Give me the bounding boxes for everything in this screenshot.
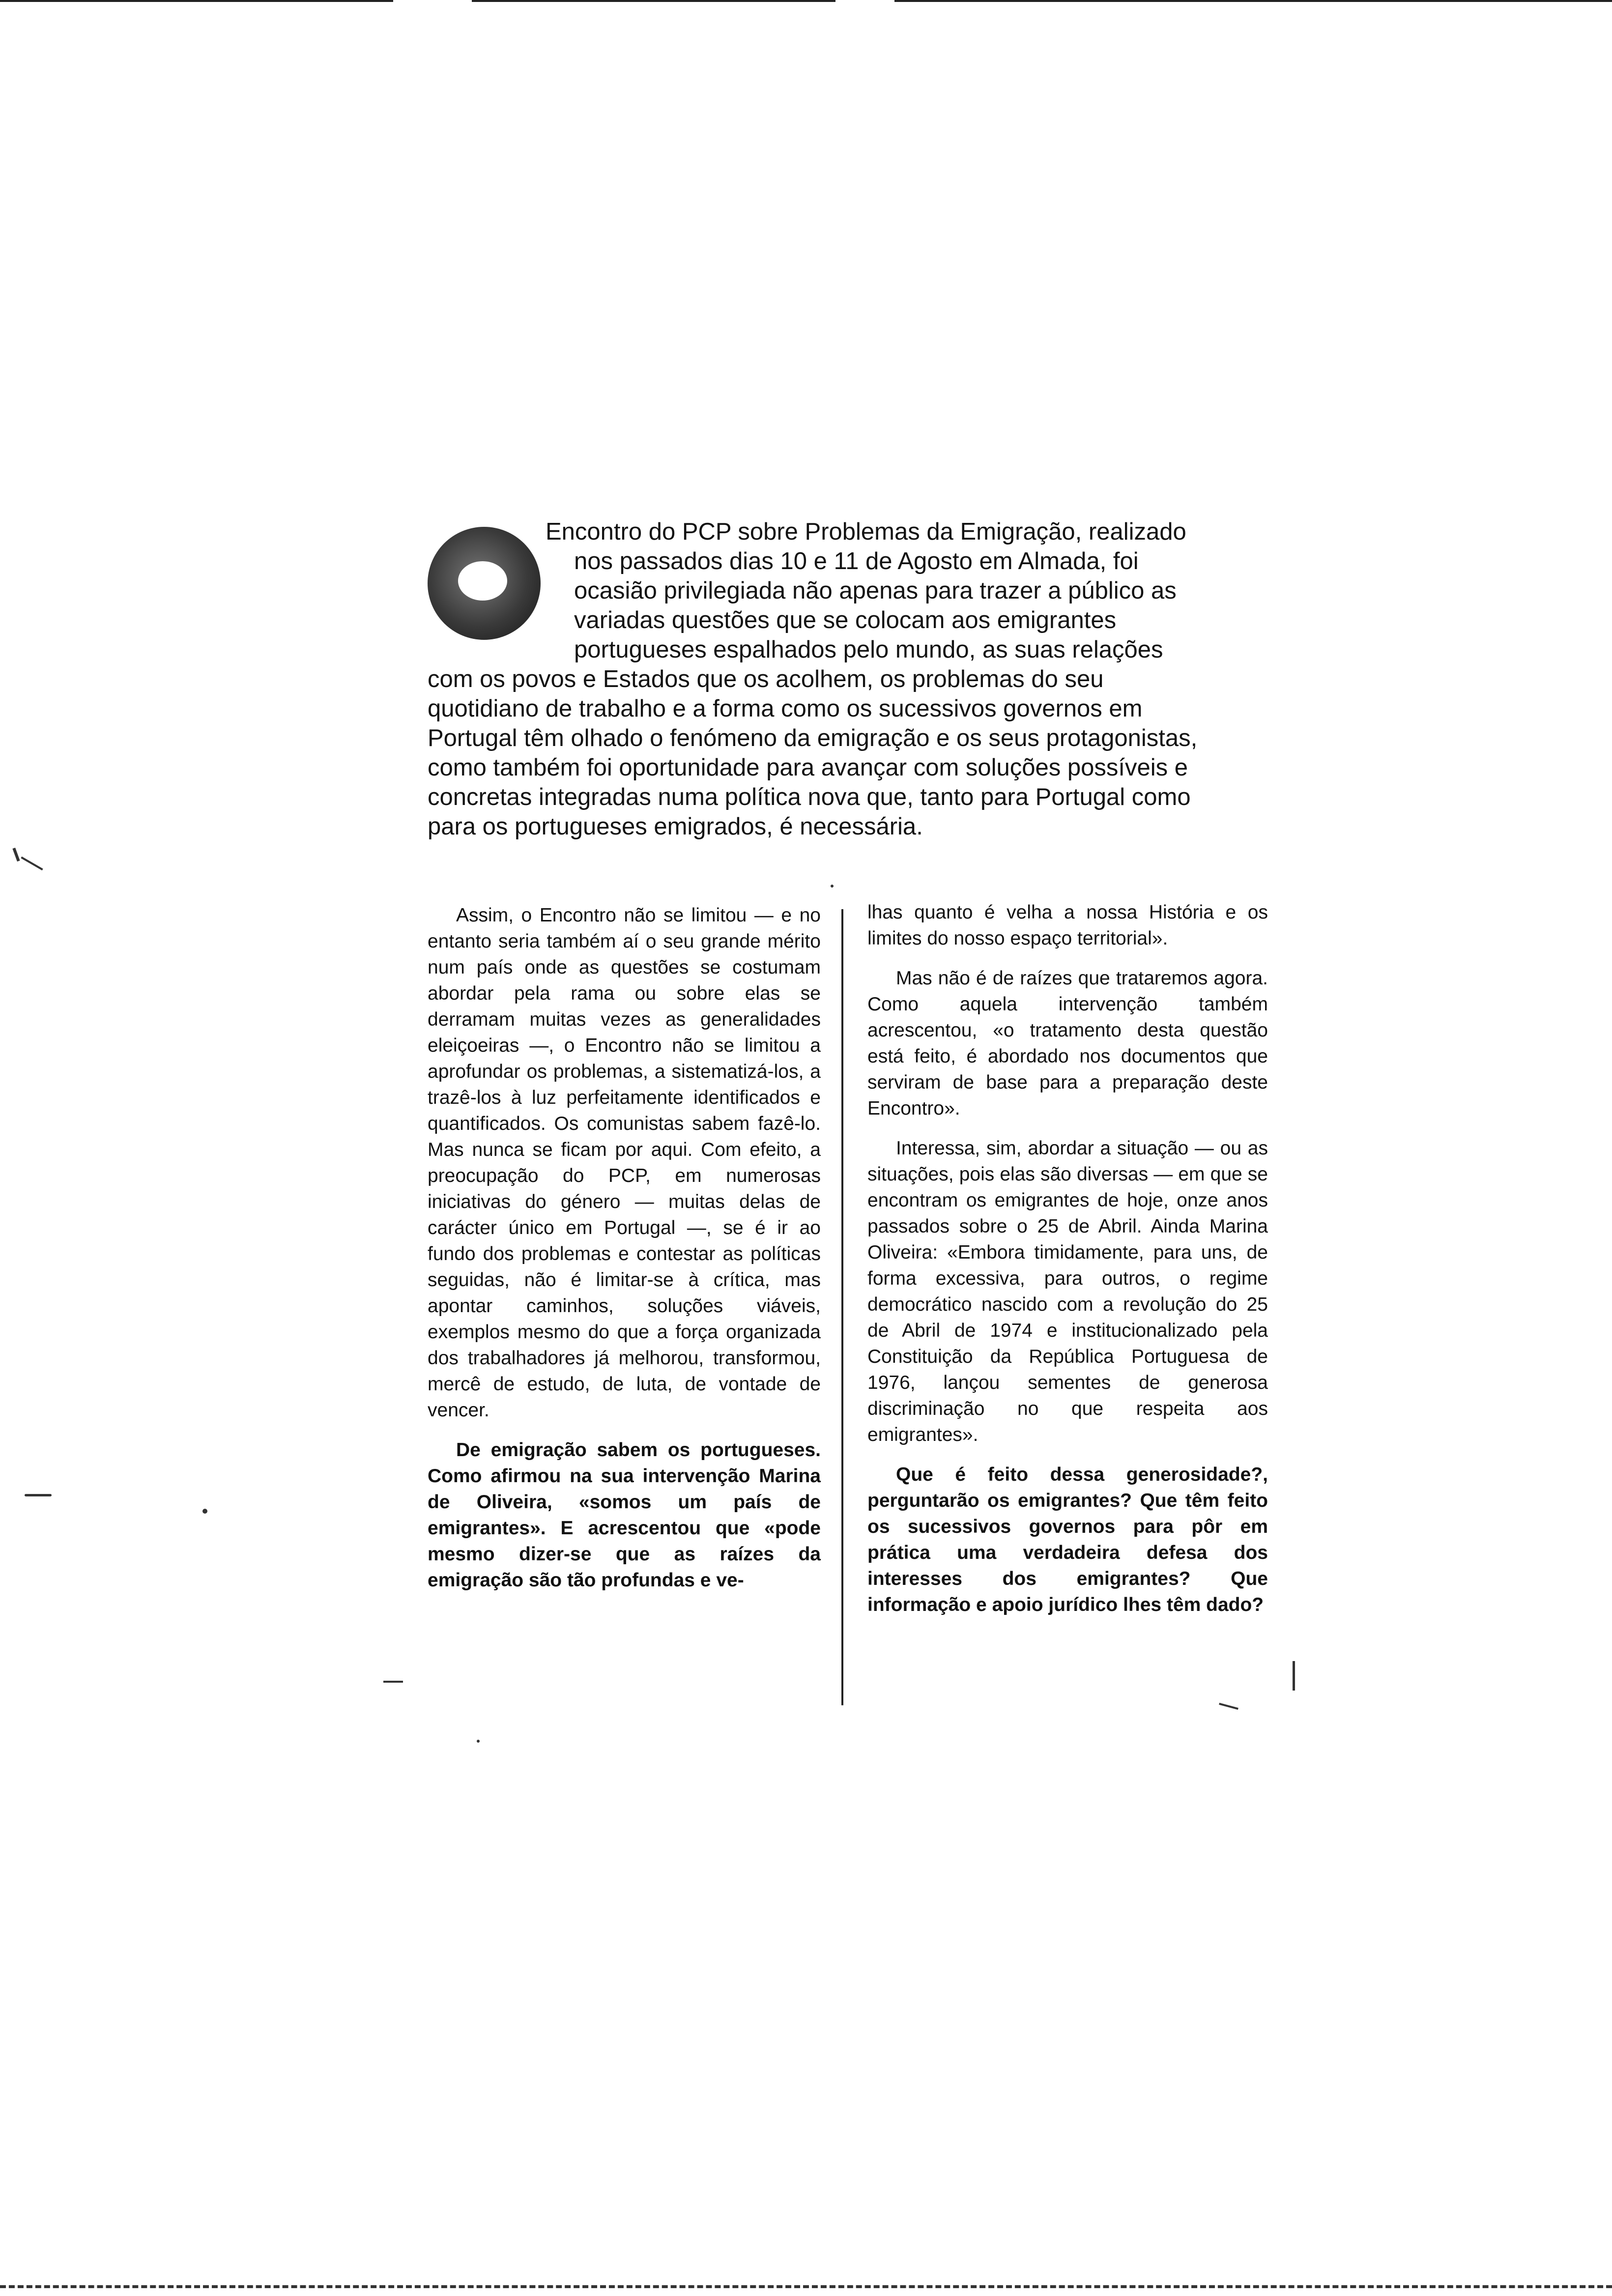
- scan-edge-top-right: [894, 0, 1612, 2]
- right-paragraph: Mas não é de raízes que trataremos agora. Como aquela intervenção também acrescentou, «o tratamento desta questão está feito, é abordado nos documentos que serviram de base para a preparação deste Encontro».: [867, 968, 1268, 1119]
- scan-edge-bottom: [0, 2285, 1612, 2291]
- scan-edge-top-left: [0, 0, 393, 2]
- scan-mark: [12, 848, 20, 861]
- scan-edge-top-mid: [472, 0, 835, 2]
- lead-line-3: ocasião privilegiada não apenas para trazer a público as: [574, 577, 1177, 604]
- left-paragraph: De emigração sabem os portugueses. Como afirmou na sua intervenção Marina de Oliveira, «somos um país de emigrantes». E acrescentou que «pode mesmo dizer-se que as raízes da emigração são tão profundas e ve-: [428, 1439, 821, 1591]
- scan-mark: [25, 1494, 52, 1496]
- left-column: [428, 902, 821, 1607]
- lead-line-8: Portugal têm olhado o fenómeno da emigração e os seus protagonistas,: [428, 725, 1198, 751]
- lead-line-7: quotidiano de trabalho e a forma como os sucessivos governos em: [428, 695, 1143, 722]
- right-column: [867, 899, 1268, 1632]
- drop-cap-o: [428, 527, 541, 640]
- scan-mark: [477, 1740, 480, 1743]
- lead-line-9: como também foi oportunidade para avançar com soluções possíveis e: [428, 754, 1188, 781]
- scan-mark: [831, 885, 834, 888]
- lead-line-1: Encontro do PCP sobre Problemas da Emigração, realizado: [546, 518, 1186, 545]
- lead-line-2: nos passados dias 10 e 11 de Agosto em Almada, foi: [574, 548, 1139, 574]
- left-paragraph: Assim, o Encontro não se limitou — e no entanto seria também aí o seu grande mérito num país onde as questões se costumam abordar pela rama ou sobre elas se derramam muitas vezes as generalidades eleiçoeiras —, o Encontro não se limitou a aprofundar os problemas, a sistematizá-los, a trazê-los à luz perfeitamente identificados e quantificados. Os comunistas sabem fazê-lo. Mas nunca se ficam por aqui. Com efeito, a preocupação do PCP, em numerosas iniciativas do género — muitas delas de carácter único em Portugal —, se é ir ao fundo dos problemas e contestar as políticas seguidas, não é limitar-se à crítica, mas apontar caminhos, soluções viáveis, exemplos mesmo do que a força organizada dos trabalhadores já melhorou, transformou, mercê de estudo, de luta, de vontade de vencer.: [428, 905, 821, 1421]
- column-divider: [841, 909, 843, 1705]
- scan-mark: [202, 1509, 207, 1514]
- lead-line-6: com os povos e Estados que os acolhem, os problemas do seu: [428, 666, 1104, 692]
- scan-mark: [1219, 1703, 1238, 1710]
- right-paragraph: lhas quanto é velha a nossa História e os limites do nosso espaço territorial».: [867, 902, 1268, 949]
- scan-mark: [21, 857, 43, 870]
- right-paragraph: Que é feito dessa generosidade?, perguntarão os emigrantes? Que têm feito os sucessivos governos para pôr em prática uma verdadeira defesa dos interesses dos emigrantes? Que informação e apoio jurídico lhes têm dado?: [867, 1464, 1268, 1615]
- lead-line-5: portugueses espalhados pelo mundo, as suas relações: [574, 636, 1163, 663]
- lead-line-11: para os portugueses emigrados, é necessária.: [428, 813, 923, 840]
- scan-mark: [383, 1681, 403, 1683]
- lead-line-10: concretas integradas numa política nova que, tanto para Portugal como: [428, 784, 1191, 810]
- scan-mark: [1293, 1661, 1295, 1691]
- lead-line-4: variadas questões que se colocam aos emigrantes: [574, 607, 1117, 633]
- right-paragraph: Interessa, sim, abordar a situação — ou as situações, pois elas são diversas — em que se encontram os emigrantes de hoje, onze anos passados sobre o 25 de Abril. Ainda Marina Oliveira: «Embora timidamente, para uns, de forma excessiva, para outros, o regime democrático nascido com a revolução do 25 de Abril de 1974 e institucionalizado pela Constituição da República Portuguesa de 1976, lançou sementes de generosa discriminação no que respeita aos emigrantes».: [867, 1138, 1268, 1445]
